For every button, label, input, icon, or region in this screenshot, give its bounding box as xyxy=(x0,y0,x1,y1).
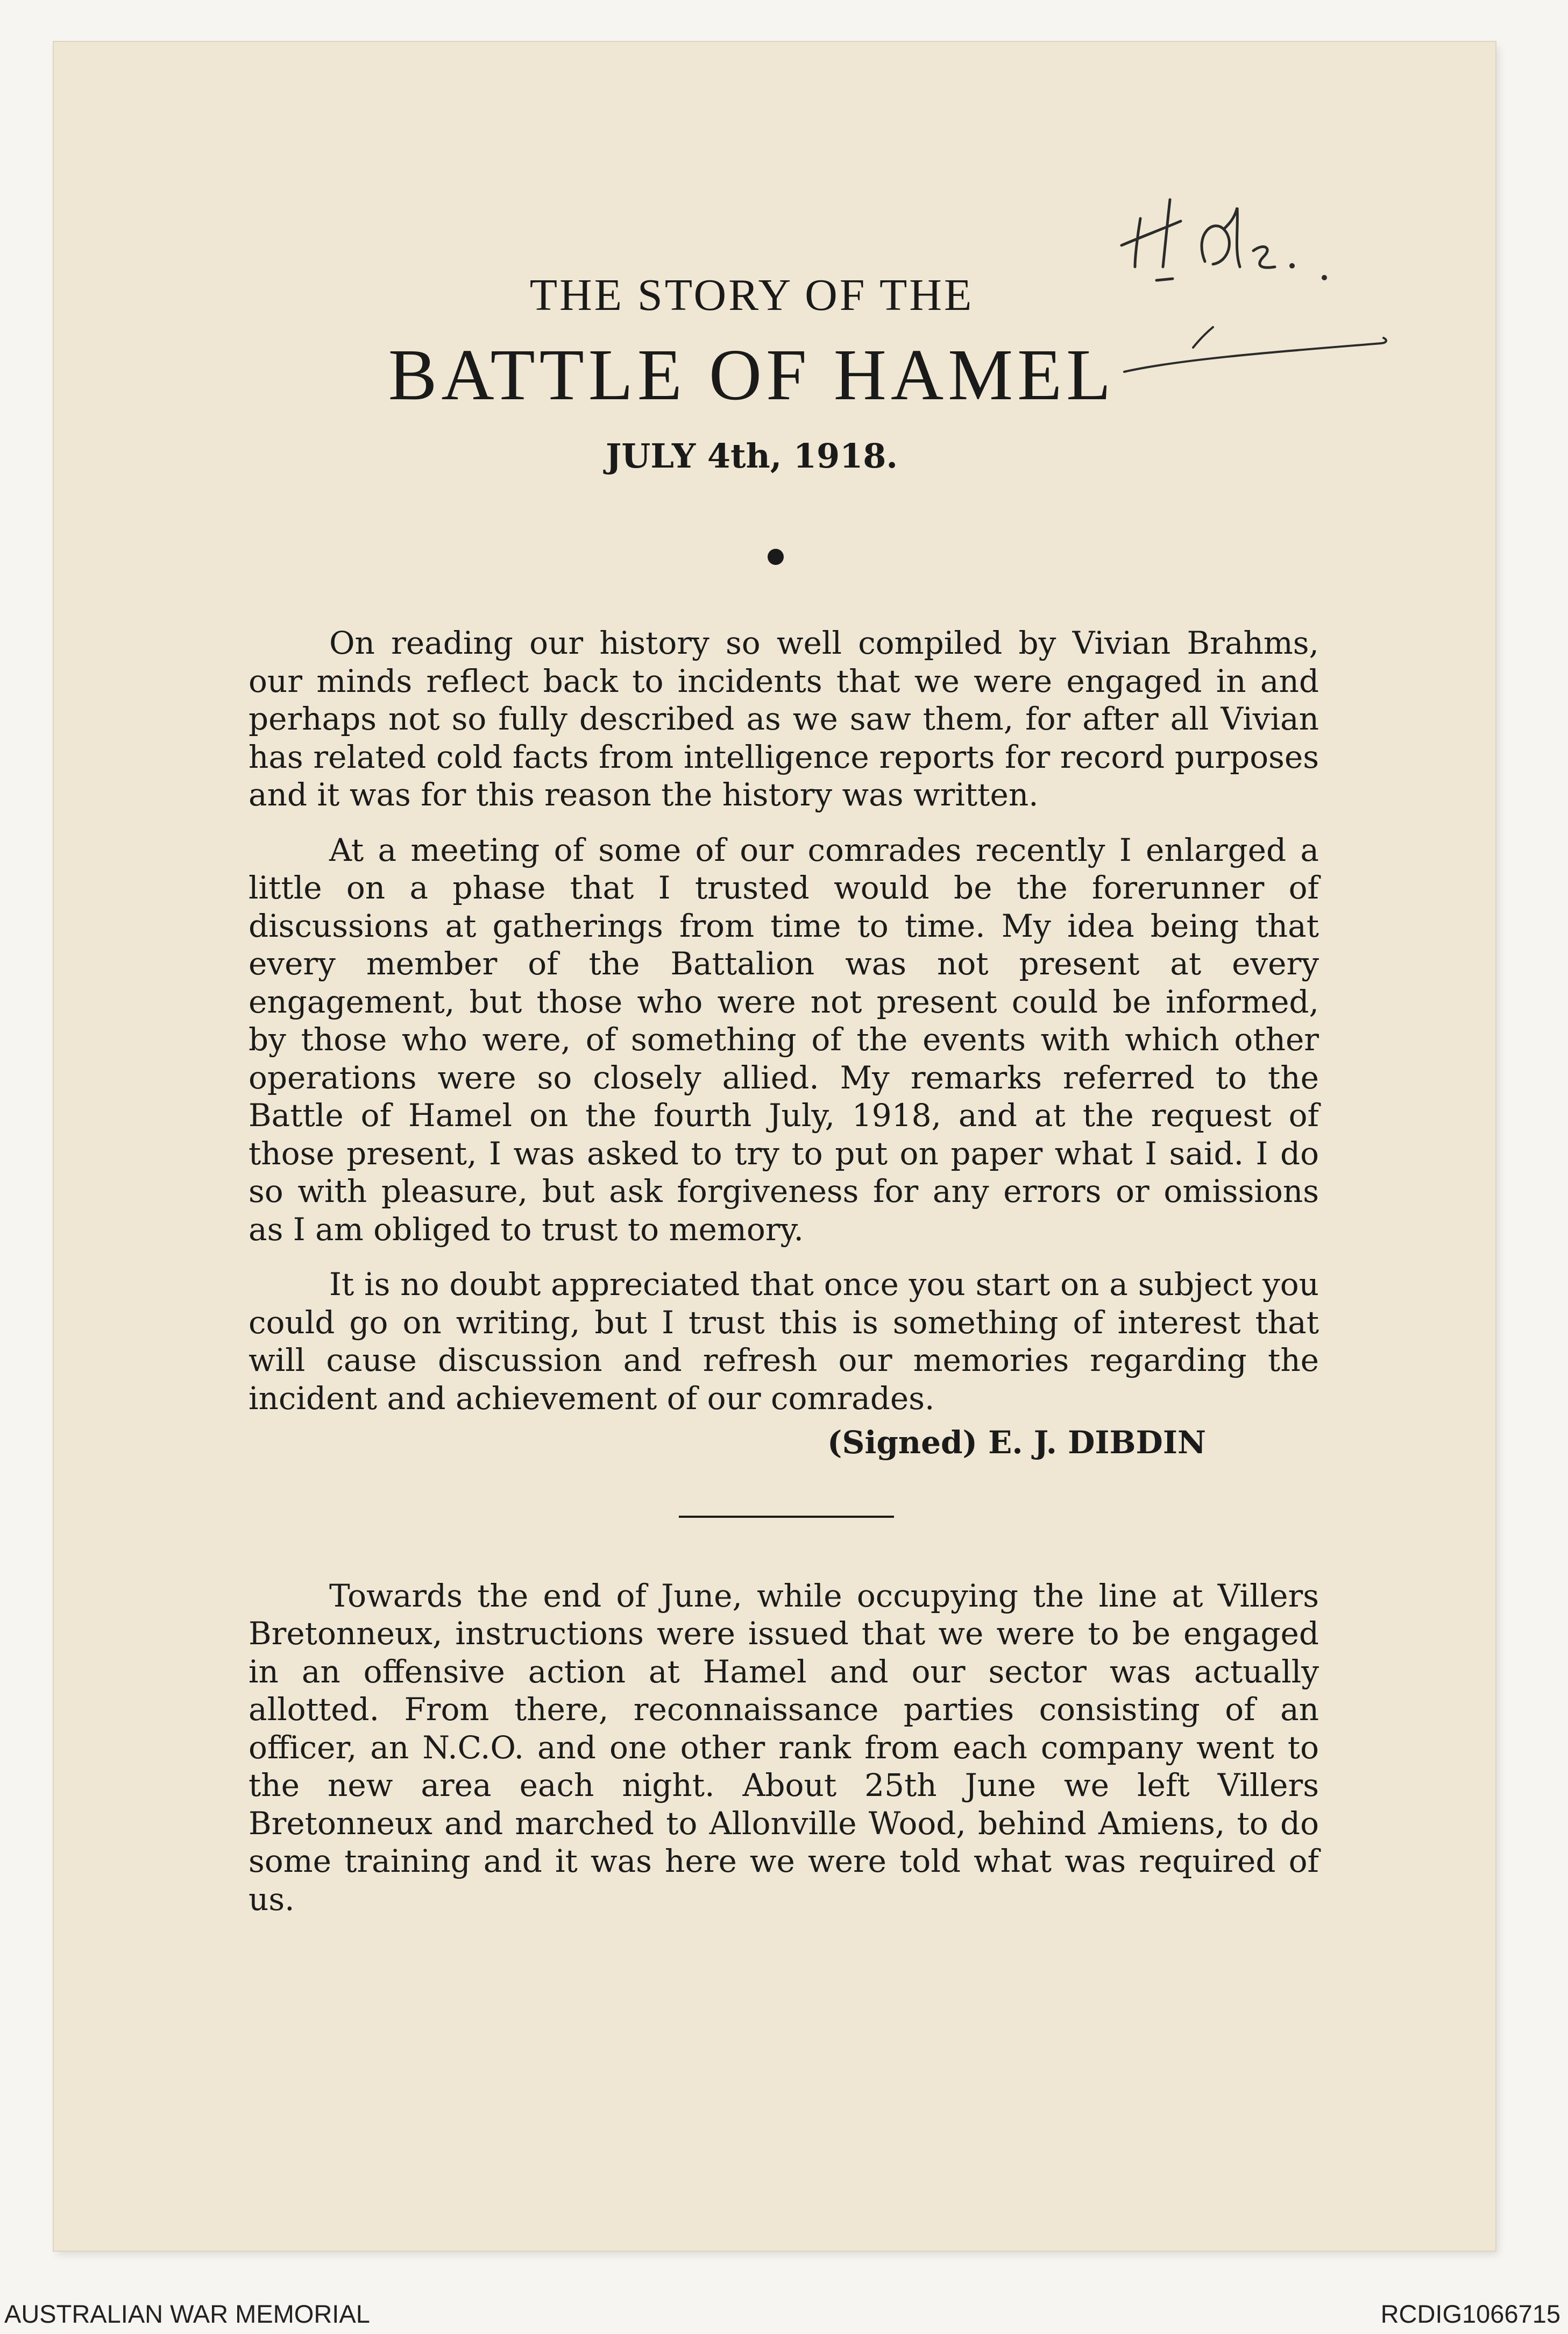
narrative-paragraph: Towards the end of June, while occupying the line at Villers Bretonneux, instructions were issued that we were to be engaged in an offensive action at Hamel and our sector was actually allotted. From there, reconnaissance parties consisting of an officer, an N.C.O. and one other rank from each company went to the new area each night. About 25th June we left Villers Bretonneux and marched to Allonville Wood, behind Amiens, to do some training and it was here we were told what was required of us. xyxy=(249,1577,1319,1918)
footer-credit: AUSTRALIAN WAR MEMORIAL xyxy=(4,2300,370,2328)
document-title: BATTLE OF HAMEL xyxy=(388,335,1116,415)
document-subtitle: THE STORY OF THE xyxy=(529,270,974,320)
body-text xyxy=(249,624,1319,1935)
paragraph: On reading our history so well compiled by Vivian Brahms, our minds reflect back to incidents that we were engaged in and perhaps not so fully described as we saw them, for after all Vivian has related cold facts from intelligence reports for record purposes and it was for this reason the history was written. xyxy=(249,625,1319,813)
paragraph: It is no doubt appreciated that once you start on a subject you could go on writing, but I trust this is something of interest that will cause discussion and refresh our memories regarding the incident and achievement of our comrades. xyxy=(249,1266,1319,1417)
footer-record-id: RCDIG1066715 xyxy=(1380,2300,1560,2328)
section-divider xyxy=(679,1516,894,1518)
document-date: JULY 4th, 1918. xyxy=(605,436,898,476)
paragraph: At a meeting of some of our comrades recently I enlarged a little on a phase that I trusted would be the forerunner of discussions at gatherings from time to time. My idea being that every member of the Battalion was not present at every engagement, but those who were not present could be informed, by those who were, of something of the events with which other operations were so closely allied. My remarks referred to the Battle of Hamel on the fourth July, 1918, and at the request of those present, I was asked to try to put on paper what I said. I do so with pleasure, but ask forgiveness for any errors or omissions as I am obliged to trust to memory. xyxy=(249,831,1319,1248)
bullet-dot xyxy=(768,549,784,565)
signature: (Signed) E. J. DIBDIN xyxy=(827,1424,1206,1461)
header-block xyxy=(0,269,1568,476)
